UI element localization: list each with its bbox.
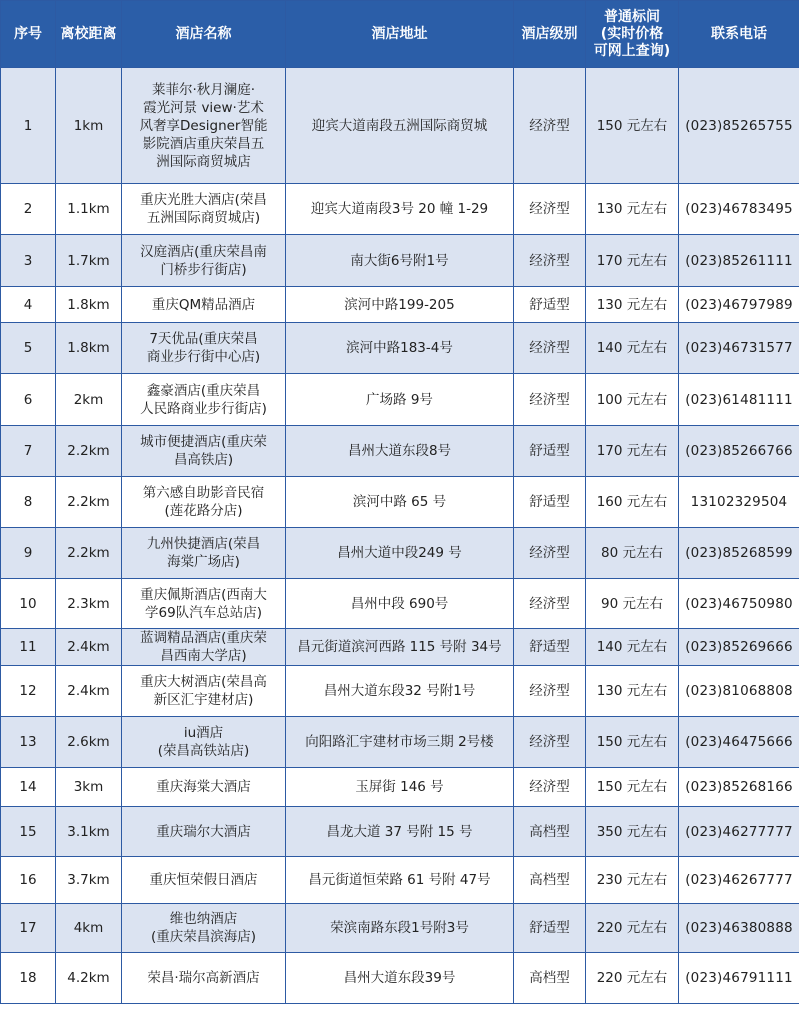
cell-distance: 1.8km <box>56 323 122 374</box>
table-row <box>1 857 799 904</box>
table-row <box>1 235 799 287</box>
cell-address: 昌龙大道 37 号附 15 号 <box>286 807 514 857</box>
cell-name: 重庆QM精品酒店 <box>122 287 286 323</box>
cell-phone: (023)61481111 <box>679 374 799 426</box>
cell-price: 130 元左右 <box>586 287 679 323</box>
cell-level: 舒适型 <box>514 629 586 666</box>
cell-name: 莱菲尔·秋月澜庭· 霞光河景 view·艺术 风奢享Designer智能 影院酒店重庆荣昌五 洲国际商贸城店 <box>122 68 286 184</box>
cell-name: 重庆恒荣假日酒店 <box>122 857 286 904</box>
cell-phone: 13102329504 <box>679 477 799 528</box>
cell-name: 鑫豪酒店(重庆荣昌 人民路商业步行街店) <box>122 374 286 426</box>
cell-phone: (023)46731577 <box>679 323 799 374</box>
cell-name: 汉庭酒店(重庆荣昌南 门桥步行街店) <box>122 235 286 287</box>
cell-no: 11 <box>1 629 56 666</box>
cell-price: 90 元左右 <box>586 579 679 629</box>
cell-level: 经济型 <box>514 323 586 374</box>
cell-price: 130 元左右 <box>586 184 679 235</box>
cell-name: 7天优品(重庆荣昌 商业步行街中心店) <box>122 323 286 374</box>
cell-phone: (023)85268166 <box>679 768 799 807</box>
cell-level: 经济型 <box>514 235 586 287</box>
cell-no: 12 <box>1 666 56 717</box>
cell-level: 高档型 <box>514 807 586 857</box>
cell-distance: 2.2km <box>56 477 122 528</box>
cell-name: 重庆佩斯酒店(西南大 学69队汽车总站店) <box>122 579 286 629</box>
cell-level: 舒适型 <box>514 287 586 323</box>
header-price: 普通标间 (实时价格 可网上查询) <box>586 1 679 68</box>
cell-name: 重庆瑞尔大酒店 <box>122 807 286 857</box>
cell-address: 昌州大道中段249 号 <box>286 528 514 579</box>
cell-no: 9 <box>1 528 56 579</box>
cell-address: 昌元街道恒荣路 61 号附 47号 <box>286 857 514 904</box>
cell-no: 4 <box>1 287 56 323</box>
cell-distance: 1.8km <box>56 287 122 323</box>
cell-name: 荣昌·瑞尔高新酒店 <box>122 953 286 1004</box>
cell-name: 重庆海棠大酒店 <box>122 768 286 807</box>
cell-address: 广场路 9号 <box>286 374 514 426</box>
cell-price: 160 元左右 <box>586 477 679 528</box>
cell-level: 经济型 <box>514 374 586 426</box>
cell-price: 350 元左右 <box>586 807 679 857</box>
cell-address: 昌元街道滨河西路 115 号附 34号 <box>286 629 514 666</box>
cell-price: 80 元左右 <box>586 528 679 579</box>
cell-phone: (023)85268599 <box>679 528 799 579</box>
cell-phone: (023)46797989 <box>679 287 799 323</box>
table-row <box>1 426 799 477</box>
cell-price: 150 元左右 <box>586 717 679 768</box>
cell-price: 130 元左右 <box>586 666 679 717</box>
cell-level: 经济型 <box>514 768 586 807</box>
cell-no: 2 <box>1 184 56 235</box>
cell-level: 经济型 <box>514 528 586 579</box>
cell-distance: 2km <box>56 374 122 426</box>
cell-phone: (023)85266766 <box>679 426 799 477</box>
cell-distance: 4.2km <box>56 953 122 1004</box>
cell-address: 滨河中路 65 号 <box>286 477 514 528</box>
cell-distance: 2.3km <box>56 579 122 629</box>
cell-no: 6 <box>1 374 56 426</box>
cell-level: 经济型 <box>514 184 586 235</box>
cell-no: 17 <box>1 904 56 953</box>
table-row <box>1 717 799 768</box>
table-row <box>1 287 799 323</box>
cell-phone: (023)46475666 <box>679 717 799 768</box>
cell-distance: 2.2km <box>56 528 122 579</box>
cell-distance: 1km <box>56 68 122 184</box>
cell-no: 10 <box>1 579 56 629</box>
cell-distance: 3km <box>56 768 122 807</box>
cell-address: 玉屏街 146 号 <box>286 768 514 807</box>
cell-phone: (023)46750980 <box>679 579 799 629</box>
cell-no: 14 <box>1 768 56 807</box>
cell-level: 经济型 <box>514 666 586 717</box>
cell-price: 220 元左右 <box>586 904 679 953</box>
cell-address: 向阳路汇宇建材市场三期 2号楼 <box>286 717 514 768</box>
cell-name: 九州快捷酒店(荣昌 海棠广场店) <box>122 528 286 579</box>
cell-no: 3 <box>1 235 56 287</box>
cell-address: 昌州大道东段32 号附1号 <box>286 666 514 717</box>
cell-level: 舒适型 <box>514 904 586 953</box>
cell-price: 140 元左右 <box>586 629 679 666</box>
table-row <box>1 68 799 184</box>
cell-level: 经济型 <box>514 717 586 768</box>
cell-phone: (023)81068808 <box>679 666 799 717</box>
cell-no: 13 <box>1 717 56 768</box>
table-row <box>1 904 799 953</box>
cell-distance: 2.4km <box>56 666 122 717</box>
cell-no: 7 <box>1 426 56 477</box>
cell-no: 16 <box>1 857 56 904</box>
cell-level: 高档型 <box>514 857 586 904</box>
table-header-row <box>1 1 799 68</box>
cell-address: 滨河中路183-4号 <box>286 323 514 374</box>
cell-no: 8 <box>1 477 56 528</box>
cell-no: 15 <box>1 807 56 857</box>
header-name: 酒店名称 <box>122 1 286 68</box>
table-row <box>1 528 799 579</box>
header-phone: 联系电话 <box>679 1 799 68</box>
table-row <box>1 807 799 857</box>
cell-name: 蓝调精品酒店(重庆荣 昌西南大学店) <box>122 629 286 666</box>
cell-phone: (023)46783495 <box>679 184 799 235</box>
header-address: 酒店地址 <box>286 1 514 68</box>
cell-distance: 2.4km <box>56 629 122 666</box>
cell-no: 18 <box>1 953 56 1004</box>
table-row <box>1 184 799 235</box>
cell-phone: (023)46267777 <box>679 857 799 904</box>
header-level: 酒店级别 <box>514 1 586 68</box>
table-row <box>1 666 799 717</box>
cell-address: 迎宾大道南段五洲国际商贸城 <box>286 68 514 184</box>
cell-price: 170 元左右 <box>586 235 679 287</box>
table-row <box>1 323 799 374</box>
cell-address: 荣滨南路东段1号附3号 <box>286 904 514 953</box>
cell-name: iu酒店 (荣昌高铁站店) <box>122 717 286 768</box>
cell-level: 舒适型 <box>514 477 586 528</box>
cell-distance: 1.1km <box>56 184 122 235</box>
cell-phone: (023)46277777 <box>679 807 799 857</box>
cell-price: 140 元左右 <box>586 323 679 374</box>
cell-distance: 2.2km <box>56 426 122 477</box>
cell-address: 滨河中路199-205 <box>286 287 514 323</box>
cell-address: 昌州大道东段8号 <box>286 426 514 477</box>
cell-phone: (023)85261111 <box>679 235 799 287</box>
cell-distance: 3.7km <box>56 857 122 904</box>
cell-price: 150 元左右 <box>586 68 679 184</box>
cell-name: 城市便捷酒店(重庆荣 昌高铁店) <box>122 426 286 477</box>
table-row <box>1 953 799 1004</box>
header-distance: 离校距离 <box>56 1 122 68</box>
cell-address: 昌州中段 690号 <box>286 579 514 629</box>
cell-no: 1 <box>1 68 56 184</box>
cell-level: 经济型 <box>514 579 586 629</box>
table-row <box>1 477 799 528</box>
cell-phone: (023)85269666 <box>679 629 799 666</box>
table-row <box>1 768 799 807</box>
cell-distance: 1.7km <box>56 235 122 287</box>
cell-name: 重庆光胜大酒店(荣昌 五洲国际商贸城店) <box>122 184 286 235</box>
cell-price: 100 元左右 <box>586 374 679 426</box>
cell-distance: 2.6km <box>56 717 122 768</box>
cell-distance: 3.1km <box>56 807 122 857</box>
table-body <box>1 68 799 1004</box>
header-no: 序号 <box>1 1 56 68</box>
cell-price: 170 元左右 <box>586 426 679 477</box>
cell-address: 昌州大道东段39号 <box>286 953 514 1004</box>
cell-phone: (023)46380888 <box>679 904 799 953</box>
cell-phone: (023)85265755 <box>679 68 799 184</box>
cell-no: 5 <box>1 323 56 374</box>
cell-price: 220 元左右 <box>586 953 679 1004</box>
cell-address: 南大街6号附1号 <box>286 235 514 287</box>
cell-name: 第六感自助影音民宿 (莲花路分店) <box>122 477 286 528</box>
table-row <box>1 374 799 426</box>
cell-price: 230 元左右 <box>586 857 679 904</box>
cell-address: 迎宾大道南段3号 20 幢 1-29 <box>286 184 514 235</box>
cell-price: 150 元左右 <box>586 768 679 807</box>
cell-level: 经济型 <box>514 68 586 184</box>
cell-phone: (023)46791111 <box>679 953 799 1004</box>
cell-distance: 4km <box>56 904 122 953</box>
cell-name: 重庆大树酒店(荣昌高 新区汇宇建材店) <box>122 666 286 717</box>
table-row <box>1 579 799 629</box>
table-row <box>1 629 799 666</box>
cell-level: 舒适型 <box>514 426 586 477</box>
cell-level: 高档型 <box>514 953 586 1004</box>
cell-name: 维也纳酒店 (重庆荣昌滨海店) <box>122 904 286 953</box>
